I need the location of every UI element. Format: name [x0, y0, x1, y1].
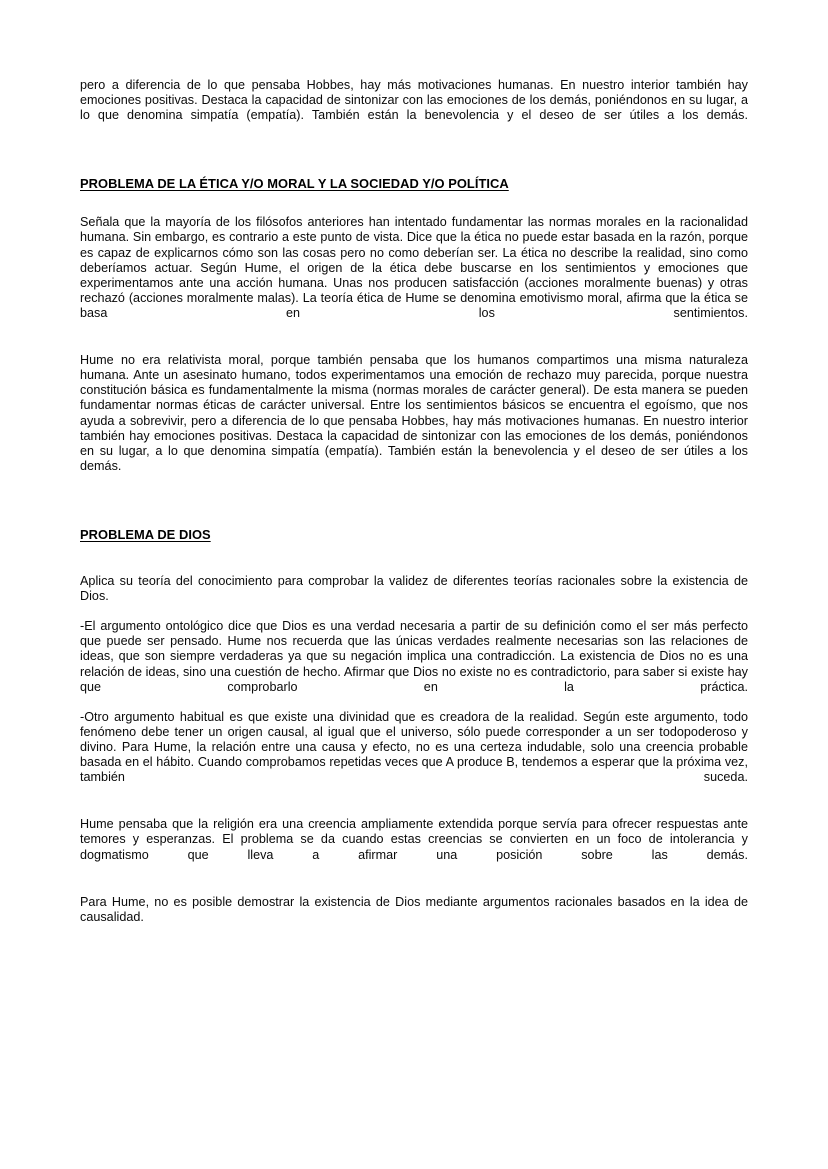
paragraph-moral-relativism: Hume no era relativista moral, porque también pensaba que los humanos compartimos una misma naturaleza humana. Ante un asesinato humano, todos experimentamos una emoción de rechazo muy parecida, porque nuestra constitución básica es fundamentalmente la misma (normas morales de carácter general). De esta manera se pueden fundamentar normas éticas de carácter universal. Entre los sentimientos básicos se encuentra el egoísmo, que nos ayuda a sobrevivir, pero a diferencia de lo que pensaba Hobbes, hay más motivaciones humanas. En nuestro interior también hay emociones positivas. Destaca la capacidad de sintonizar con las emociones de los demás, poniéndonos en su lugar, a lo que denomina simpatía (empatía). También están la benevolencia y el deseo de ser útiles a los demás.: [80, 353, 748, 473]
spacer-paragraph-3: [80, 878, 748, 895]
heading-ethics-wrapper: [80, 175, 748, 193]
paragraph-religion-belief: Hume pensaba que la religión era una creencia ampliamente extendida porque servía para ofrecer respuestas ante temores y esperanzas. El problema se da cuando estas creencias se convierten en un foco de intolerancia y dogmatismo que lleva a afirmar una posición sobre las demás.: [80, 817, 748, 862]
paragraph-ontological-argument: -El argumento ontológico dice que Dios es una verdad necesaria a partir de su definición como el ser más perfecto que puede ser pensado. Hume nos recuerda que las únicas verdades realmente necesarias son las relaciones de ideas, que son siempre verdaderas ya que su negación implica una contradicción. La existencia de Dios no es una relación de ideas, sino una cuestión de hecho. Afirmar que Dios no existe no es contradictorio, para saber si existe hay que comprobarlo en la práctica.: [80, 619, 748, 694]
paragraph-god-intro: Aplica su teoría del conocimiento para comprobar la validez de diferentes teorías racionales sobre la existencia de Dios.: [80, 573, 748, 604]
heading-god-wrapper: [80, 526, 748, 544]
spacer-after-heading-ethics: [80, 193, 748, 215]
spacer-paragraph-1: [80, 336, 748, 353]
document-body: [80, 78, 748, 940]
paragraph-causal-argument: -Otro argumento habitual es que existe una divinidad que es creadora de la realidad. Según este argumento, todo fenómeno debe tener un origen causal, al igual que el universo, sólo puede corresponder a un ser todopoderoso y divino. Para Hume, la relación entre una causa y efecto, no es una certeza indudable, solo una creencia probable basada en el hábito. Cuando comprobamos repetidas veces que A produce B, tendemos a esperar que la próxima vez, también suceda.: [80, 709, 748, 785]
spacer-before-heading-god: [80, 489, 748, 526]
section-heading-problem-of-god: PROBLEMA DE DIOS: [80, 526, 211, 542]
spacer-before-heading-ethics: [80, 138, 748, 175]
section-heading-ethics-and-society: PROBLEMA DE LA ÉTICA Y/O MORAL Y LA SOCIEDAD Y/O POLÍTICA: [80, 176, 509, 192]
paragraph-conclusion: Para Hume, no es posible demostrar la existencia de Dios mediante argumentos racionales basados en la idea de causalidad.: [80, 894, 748, 924]
spacer-paragraph-2: [80, 800, 748, 817]
paragraph-intro-continued: pero a diferencia de lo que pensaba Hobbes, hay más motivaciones humanas. En nuestro interior también hay emociones positivas. Destaca la capacidad de sintonizar con las emociones de los demás, poniéndonos en su lugar, a lo que denomina simpatía (empatía). También están la benevolencia y el deseo de ser útiles a los demás.: [80, 78, 748, 123]
spacer-after-heading-god: [80, 544, 748, 574]
paragraph-ethics-foundation: Señala que la mayoría de los filósofos anteriores han intentado fundamentar las normas morales en la racionalidad humana. Sin embargo, es contrario a este punto de vista. Dice que la ética no puede estar basada en la razón, porque es capaz de explicarnos cómo son las cosas pero no como deberían ser. La ética no describe la realidad, sino como deberíamos actuar. Según Hume, el origen de la ética debe buscarse en los sentimientos y emociones que experimentamos ante una acción humana. Unas nos producen satisfacción (acciones moralmente buenas) y otras rechazó (acciones moralmente malas). La teoría ética de Hume se denomina emotivismo moral, afirma que la ética se basa en los sentimientos.: [80, 215, 748, 320]
